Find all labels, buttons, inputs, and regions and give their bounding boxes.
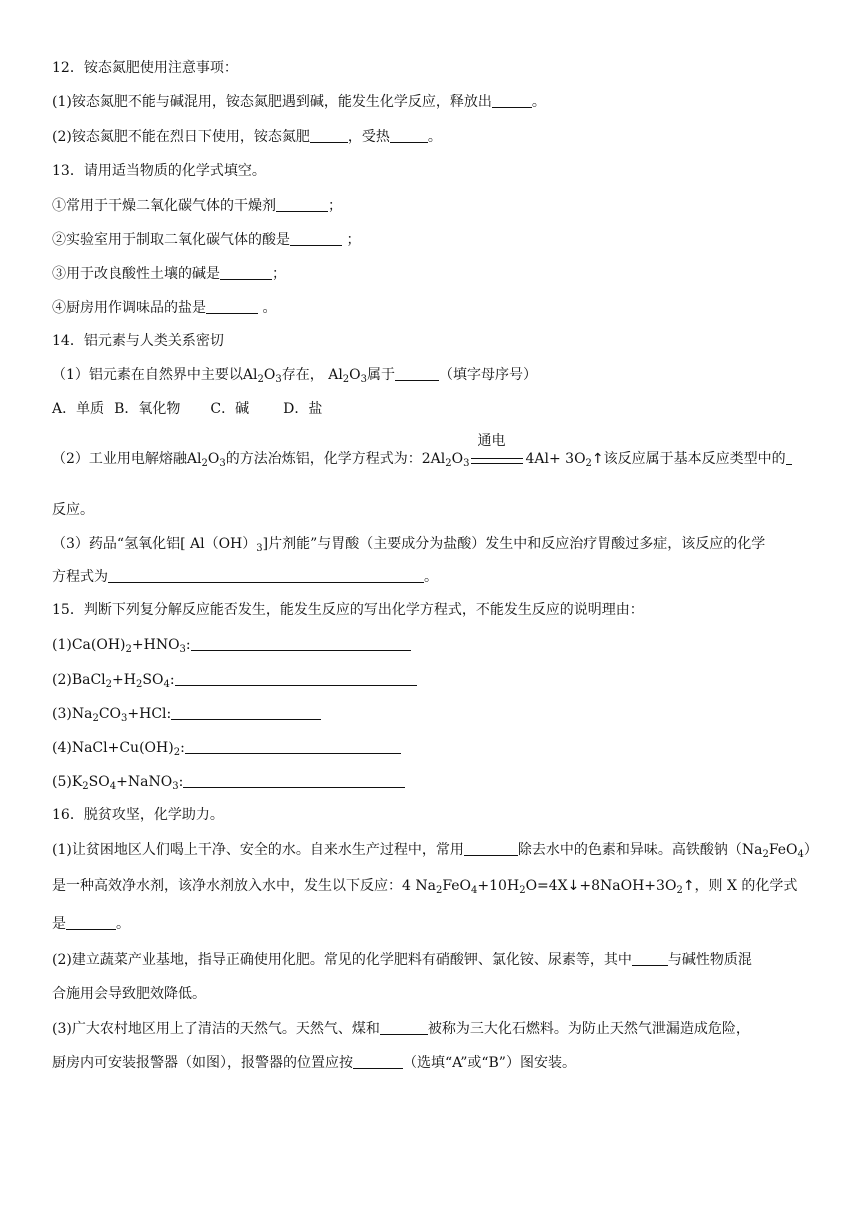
answer-blank[interactable] (464, 841, 518, 856)
q15-r3: $(3)Na_2CO_3+HCl$: (52, 704, 321, 724)
q14-part1: （1）铝元素在自然界中主要以$Al_2O_3$存在， $Al_2O_3$属于 （填字母序号） (52, 367, 538, 385)
q16-s2: (2)建立蔬菜产业基地，指导正确使用化肥。常见的化学肥料有硝酸钾、氯化铵、尿素等，其中 与碱性物质混 (52, 952, 752, 968)
q14-part2-end: 反应。 (52, 502, 94, 518)
answer-blank[interactable] (492, 93, 532, 108)
answer-blank[interactable] (206, 299, 258, 314)
answer-blank[interactable] (66, 915, 116, 930)
option-c: C．碱 (210, 401, 250, 417)
option-b: B．氧化物 (114, 401, 181, 417)
q15-r5: $(5)K_2SO_4+NaNO_3$: (52, 772, 405, 792)
q12-title: 12．铵态氮肥使用注意事项： (52, 60, 238, 76)
q13-title: 13．请用适当物质的化学式填空。 (52, 163, 266, 179)
q13-item1: ①常用于干燥二氧化碳气体的干燥剂 ； (52, 198, 342, 214)
q14-options (52, 399, 322, 419)
q16-s1: (1)让贫困地区人们喝上干净、安全的水。自来水生产过程中，常用 除去水中的色素和异味。高铁酸钠$(Na_2FeO_4)$ (52, 842, 818, 860)
arrow-up-icon: ↑ (682, 878, 695, 894)
answer-blank[interactable] (632, 951, 668, 966)
q16-s1-end: 是 。 (52, 916, 130, 932)
q14-part2: （2）工业用电解熔融$Al_2O_3$的方法冶炼铝，化学方程式为：$2Al_2O_3$ 通电 $4Al+ 3O_2↑$该反应属于基本反应类型中的 (52, 449, 792, 469)
answer-blank[interactable] (786, 450, 792, 465)
arrow-up-icon: ↑ (591, 451, 604, 467)
q16-s3: (3)广大农村地区用上了清洁的天然气。天然气、煤和 被称为三大化石燃料。为防止天然气泄漏造成危险， (52, 1021, 750, 1037)
answer-blank[interactable] (276, 197, 328, 212)
answer-blank[interactable] (175, 671, 417, 686)
answer-blank[interactable] (390, 128, 428, 143)
q13-item4: ④厨房用作调味品的盐是 。 (52, 300, 277, 316)
q16-s3-cont: 厨房内可安装报警器（如图），报警器的位置应按 （选填“A”或“B”）图安装。 (52, 1055, 576, 1071)
answer-blank[interactable] (353, 1054, 403, 1069)
answer-blank[interactable] (183, 773, 405, 788)
q16-s2-cont: 合施用会导致肥效降低。 (52, 986, 206, 1002)
q14-part3: （3）药品“氢氧化铝[ $Al(OH)_3$]片剂能”与胃酸（主要成分为盐酸）发生中和反应治疗胃酸过多症，该反应的化学 (52, 536, 766, 554)
answer-blank[interactable] (395, 366, 439, 381)
arrow-down-icon: ↓ (567, 878, 580, 894)
answer-blank[interactable] (171, 705, 321, 720)
q12-part1: (1)铵态氮肥不能与碱混用，铵态氮肥遇到碱，能发生化学反应，释放出 。 (52, 94, 546, 110)
q13-item2: ②实验室用于制取二氧化碳气体的酸是 ； (52, 232, 361, 248)
q14-title: 14．铝元素与人类关系密切 (52, 333, 224, 349)
option-a: A．单质 (52, 401, 105, 417)
q16-s1-cont: 是一种高效净水剂，该净水剂放入水中，发生以下反应：4 $Na_2FeO_4+10H_2O=4X↓+8NaOH+3O_2↑$，则 X 的化学式 (52, 878, 798, 896)
q15-r1: $(1)Ca(OH)_2+HNO_3$: (52, 635, 411, 655)
q15-r2: $(2)BaCl_2+H_2SO_4$: (52, 670, 417, 690)
q12-part2: (2)铵态氮肥不能在烈日下使用，铵态氮肥 ，受热 。 (52, 129, 442, 145)
q13-item3: ③用于改良酸性土壤的碱是 ； (52, 266, 286, 282)
answer-blank[interactable] (191, 636, 411, 651)
option-d: D．盐 (283, 401, 323, 417)
answer-blank[interactable] (310, 128, 348, 143)
q15-r4: $(4)NaCl+Cu(OH)_2$: (52, 738, 401, 758)
answer-blank[interactable] (185, 739, 401, 754)
answer-blank[interactable] (108, 568, 424, 583)
reaction-condition: 通电 (471, 449, 523, 469)
q15-title: 15．判断下列复分解反应能否发生，能发生反应的写出化学方程式，不能发生反应的说明理由： (52, 602, 644, 618)
answer-blank[interactable] (220, 265, 272, 280)
answer-blank[interactable] (380, 1020, 428, 1035)
answer-blank[interactable] (290, 231, 342, 246)
q16-title: 16．脱贫攻坚，化学助力。 (52, 807, 224, 823)
q14-part3-cont: 方程式为 。 (52, 569, 438, 585)
